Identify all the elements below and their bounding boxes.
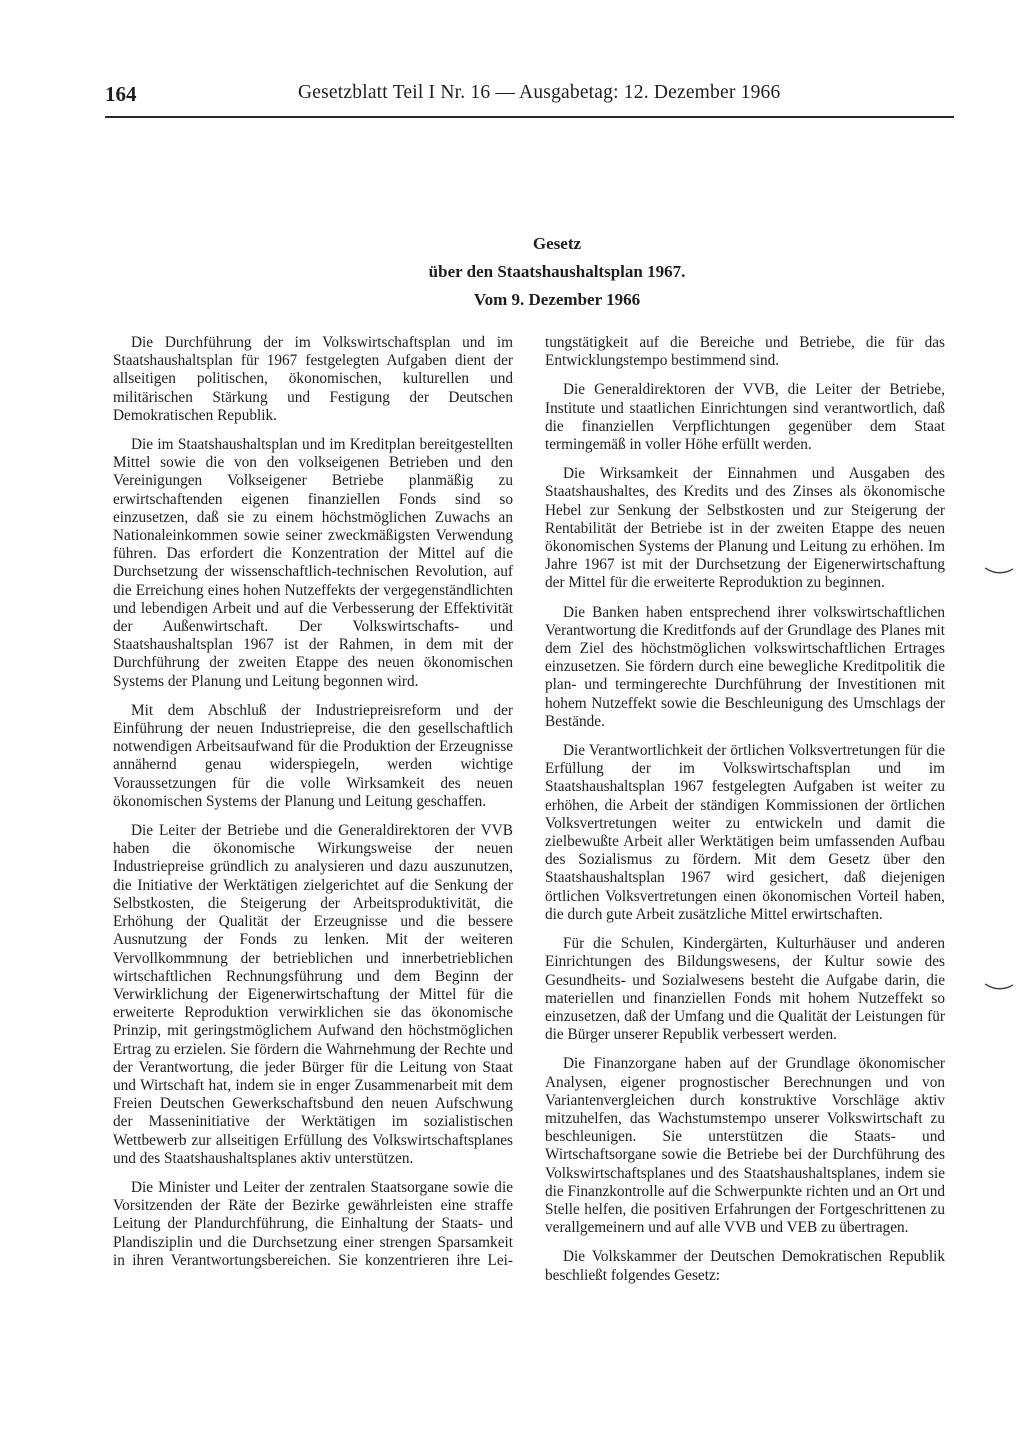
paragraph: Die Banken haben entsprechend ihrer volkswirtschaftlichen Verantwortung die Kreditfonds auf der Grundlage des Planes mit dem Ziel des höchstmöglichen volkswirtschaftlichen Ertrages einzusetzen. Sie fördern durch eine bewegliche Kreditpolitik die plan- und termingerechte Durchführung der Investitionen mit hohem Nutzeffekt sowie die Beschleunigung des Umschlags der Bestände. <box>545 603 945 730</box>
page-number: 164 <box>105 82 137 106</box>
page-header <box>105 80 954 110</box>
law-title-line-2: über den Staatshaushaltsplan 1967. <box>428 262 686 281</box>
paragraph: Die Wirksamkeit der Einnahmen und Ausgaben des Staatshaushaltes, des Kredits und des Zinses als ökonomische Hebel zur Senkung der Selbstkosten und zur Steigerung der Rentabilität der Betriebe ist in der zweiten Etappe des neuen ökonomischen Systems der Planung und Leitung zu erhöhen. Im Jahre 1967 ist mit der Durchsetzung der Eigenerwirtschaftung der Mittel für die erweiterte Reproduktion zu beginnen. <box>545 465 945 592</box>
header-rule <box>105 116 954 118</box>
paragraph: Die im Staatshaushaltsplan und im Kreditplan bereitgestellten Mittel sowie die von den volkseigenen Betrieben und den Vereinigungen Volkseigener Betriebe planmäßig zu erwirtschaftenden eigenen finanziellen Fonds sind so einzusetzen, daß sie zu einem höchstmöglichen Zuwachs an Nationaleinkommen sowie seiner zweckmäßigsten Verwendung führen. Das erfordert die Konzentration der Mittel auf die Durchsetzung der wissenschaftlich-technischen Revolution, auf die Erreichung eines hohen Nutzeffekts der vergegenständlichten und lebendigen Arbeit und auf die Verbesserung der Effektivität der Außenwirtschaft. Der Volkswirtschafts- und Staatshaushaltsplan 1967 ist der Rahmen, in dem mit der Durchführung der zweiten Etappe des neuen ökonomischen Systems der Planung und Leitung begonnen wird. <box>113 436 513 690</box>
gazette-header-title: Gesetzblatt Teil I Nr. 16 — Ausgabetag: 12. Dezember 1966 <box>298 82 781 103</box>
paragraph: Die Minister und Leiter der zentralen Staatsorgane sowie die Vorsitzenden der Räte der Bezirke gewährleisten eine straffe Leitung der Plandurchführung, die Einhaltung der Staats- und Plandisziplin und die Durchsetzung einer strengen Sparsamkeit in ihren Verantwortungsbereichen. Sie konzentrieren ihre Lei- <box>113 1178 513 1269</box>
paragraph: Die Finanzorgane haben auf der Grundlage ökonomischer Analysen, eigener prognostischer Berechnungen und von Variantenvergleichen durch konstruktive Vorschläge aktiv mitzuhelfen, das Wachstumstempo unserer Volkswirtschaft zu beschleunigen. Sie unterstützen die Staats- und Wirtschaftsorgane sowie die Betriebe bei der Durchführung des Volkswirtschaftsplanes und des Staatshaushaltsplanes, indem sie die Finanzkontrolle auf die Schwerpunkte richten und an Ort und Stelle helfen, die positiven Erfahrungen der Fortgeschrittenen zu verallgemeinern und auf alle VVB und VEB zu übertragen. <box>545 1055 945 1237</box>
paragraph: Die Volkskammer der Deutschen Demokratischen Republik beschließt folgendes Gesetz: <box>545 1248 945 1284</box>
paragraph: Mit dem Abschluß der Industriepreisreform und der Einführung der neuen Industriepreise, die den gesellschaftlich notwendigen Arbeitsaufwand für die Produktion der Erzeugnisse annähernd genau widerspiegeln, werden wichtige Voraussetzungen für die volle Wirksamkeit des neuen ökonomischen Systems der Planung und Leitung geschaffen. <box>113 701 513 810</box>
paragraph: Die Generaldirektoren der VVB, die Leiter der Betriebe, Institute und staatlichen Einrichtungen sind verantwortlich, daß die finanziellen Verpflichtungen gegenüber dem Staat termingemäß in voller Höhe erfüllt werden. <box>545 381 945 454</box>
paragraph: Die Verantwortlichkeit der örtlichen Volksvertretungen für die Erfüllung der im Volkswirtschaftsplan und im Staatshaushaltsplan 1967 festgelegten Aufgaben ist weiter zu erhöhen, die Arbeit der ständigen Kommissionen der örtlichen Volksvertretungen weiter zu entwickeln und damit die zielbewußte Arbeit aller Werktätigen beim umfassenden Aufbau des Sozialismus zu fördern. Mit dem Gesetz über den Staatshaushaltsplan 1967 wird gesichert, daß diejenigen örtlichen Volksvertretungen einen ökonomischen Vorteil haben, die durch gute Arbeit zusätzliche Mittel erwirtschaften. <box>545 742 945 923</box>
paragraph-continued: tungstätigkeit auf die Bereiche und Betriebe, die für das Entwicklungstempo bestimmend sind. <box>545 334 945 370</box>
right-column <box>545 334 945 1296</box>
paragraph: Die Leiter der Betriebe und die Generaldirektoren der VVB haben die ökonomische Wirkungsweise der neuen Industriepreise gründlich zu analysieren und dazu auszunutzen, die Initiative der Werktätigen zielgerichtet auf die Senkung der Selbstkosten, die Steigerung der Arbeitsproduktivität, die Erhöhung der Qualität der Erzeugnisse und die bessere Ausnutzung der Fonds zu lenken. Mit der weiteren Vervollkommnung der betrieblichen und innerbetrieblichen wirtschaftlichen Rechnungsführung und dem Beginn der Verwirklichung der Eigenerwirtschaftung der Mittel für die erweiterte Reproduktion verwirklichen sie das ökonomische Prinzip, mit geringstmöglichem Aufwand den höchstmöglichen Ertrag zu erzielen. Sie fördern die Wahrnehmung der Rechte und der Verantwortung, die jeder Bürger für die Leitung von Staat und Wirtschaft hat, indem sie in enger Zusammenarbeit mit dem Freien Deutschen Gewerkschaftsbund den neuen Aufschwung der Masseninitiative der Werktätigen im sozialistischen Wettbewerb zur allseitigen Erfüllung des Volkswirtschaftsplanes und des Staatshaushaltsplanes aktiv unterstützen. <box>113 822 513 1167</box>
paragraph: Die Durchführung der im Volkswirtschaftsplan und im Staatshaushaltsplan für 1967 festgelegten Aufgaben dient der allseitigen politischen, ökonomischen, kulturellen und militärischen Stärkung und Festigung der Deutschen Demokratischen Republik. <box>113 334 513 424</box>
margin-mark-icon <box>984 982 1014 992</box>
law-title-line-1: Gesetz <box>532 234 582 253</box>
paragraph: Für die Schulen, Kindergärten, Kulturhäuser und anderen Einrichtungen des Bildungswesens, der Kultur sowie des Gesundheits- und Sozialwesens besteht die Aufgabe darin, die materiellen und finanziellen Fonds mit hohem Nutzeffekt so einzusetzen, daß der Umfang und die Qualität der Leistungen für die Bürger unserer Republik verbessert werden. <box>545 935 945 1044</box>
law-title-line-3: Vom 9. Dezember 1966 <box>473 290 641 309</box>
law-title <box>105 230 954 314</box>
margin-mark-icon <box>984 566 1014 576</box>
left-column <box>113 334 513 1281</box>
